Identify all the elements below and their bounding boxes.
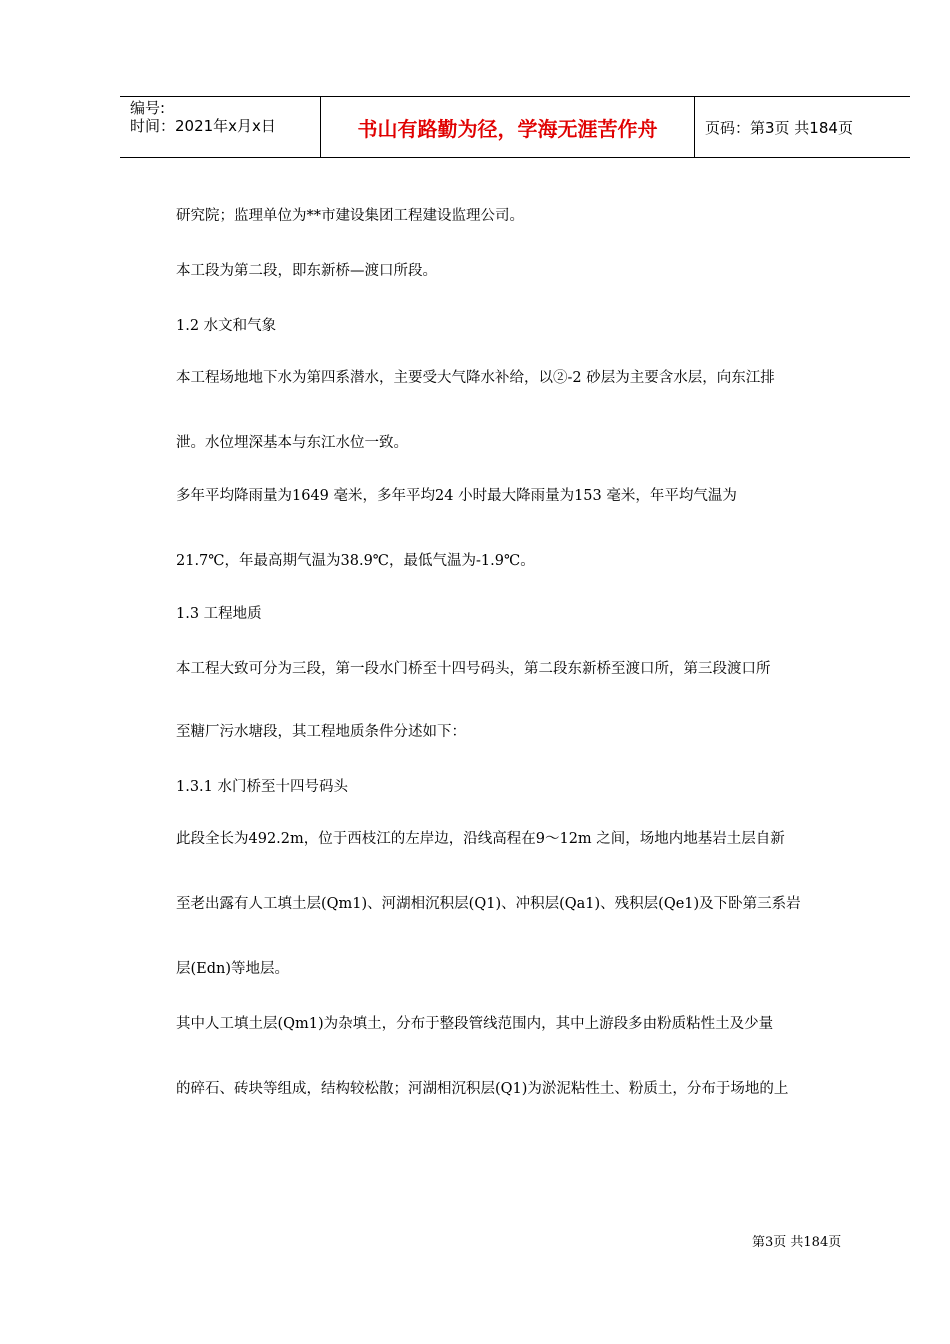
section-heading: 1.2 水文和气象 [176,318,277,334]
section-heading: 1.3 工程地质 [176,606,262,622]
body-line: 多年平均降雨量为1649 毫米，多年平均24 小时最大降雨量为153 毫米，年平均气温为 [176,488,737,504]
body-line: 至老出露有人工填土层(Qm1)、河湖相沉积层(Q1)、冲积层(Qa1)、残积层(Qe1)及下卧第三系岩 [176,896,801,912]
body-line: 本工程大致可分为三段，第一段水门桥至十四号码头，第二段东新桥至渡口所，第三段渡口所 [176,661,771,677]
body-line: 的碎石、砖块等组成，结构较松散；河湖相沉积层(Q1)为淤泥粘性土、粉质土，分布于场地的上 [176,1081,789,1097]
body-line: 研究院；监理单位为**市建设集团工程建设监理公司。 [176,208,524,224]
body-line: 层(Edn)等地层。 [176,961,290,977]
time-label: 时间：2021年x月x日 [130,117,276,135]
header-motto: 书山有路勤为径，学海无涯苦作舟 [321,97,695,157]
body-line: 此段全长为492.2m，位于西枝江的左岸边，沿线高程在9～12m 之间，场地内地基岩土层自新 [176,831,785,847]
header-page-info: 页码：第3页 共184页 [705,118,853,137]
footer-page-info: 第3页 共184页 [752,1235,842,1250]
body-line: 本工段为第二段，即东新桥—渡口所段。 [176,263,437,279]
page-header [120,96,910,158]
section-heading: 1.3.1 水门桥至十四号码头 [176,779,349,795]
body-line: 本工程场地地下水为第四系潜水，主要受大气降水补给，以②-2 砂层为主要含水层，向东江排 [176,370,775,386]
code-label: 编号: [130,99,166,117]
body-line: 21.7℃，年最高期气温为38.9℃，最低气温为-1.9℃。 [176,553,535,569]
body-line: 泄。水位埋深基本与东江水位一致。 [176,435,408,451]
body-line: 其中人工填土层(Qm1)为杂填土，分布于整段管线范围内，其中上游段多由粉质粘性土及少量 [176,1016,774,1032]
body-line: 至糖厂污水塘段，其工程地质条件分述如下： [176,724,466,740]
header-meta [120,97,321,157]
